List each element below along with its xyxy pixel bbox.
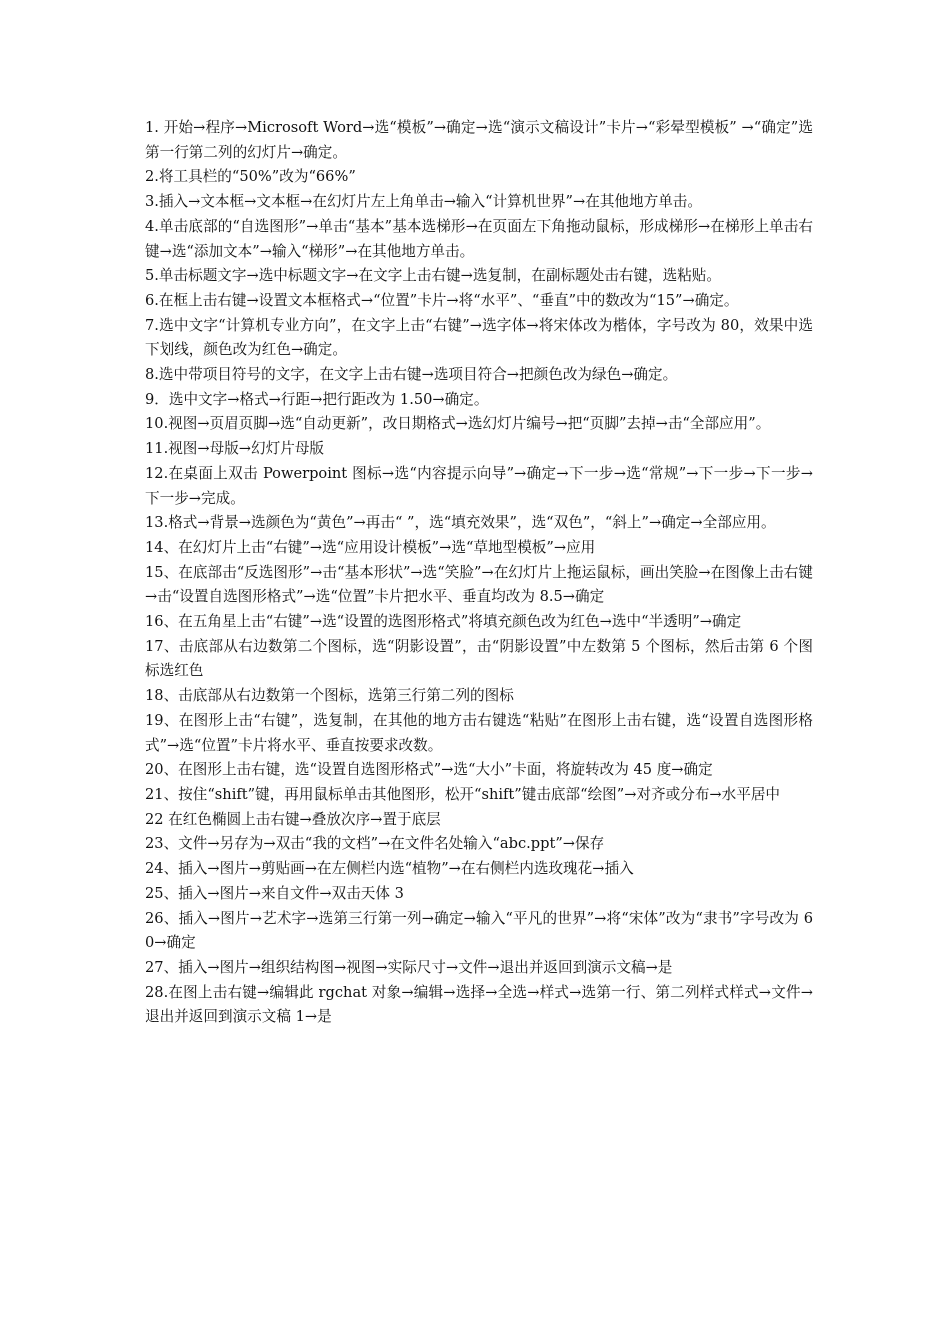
instruction-item-9: 9．选中文字→格式→行距→把行距改为 1.50→确定。 [145, 390, 489, 408]
instruction-item-7: 7.选中文字“计算机专业方向”，在文字上击“右键”→选字体→将宋体改为楷体，字号改为 80，效果中选下划线，颜色改为红色→确定。 [145, 316, 813, 359]
instruction-item-12: 12.在桌面上双击 Powerpoint 图标→选“内容提示向导”→确定→下一步→选“常规”→下一步→下一步→下一步→完成。 [145, 464, 813, 507]
instruction-item-25: 25、插入→图片→来自文件→双击天体 3 [145, 884, 404, 902]
instructions-text [145, 116, 813, 1030]
instruction-item-19: 19、在图形上击“右键”，选复制，在其他的地方击右键选“粘贴”在图形上击右键，选“设置自选图形格式”→选“位置”卡片将水平、垂直按要求改数。 [145, 711, 813, 754]
instruction-item-10: 10.视图→页眉页脚→选“自动更新”，改日期格式→选幻灯片编号→把“页脚”去掉→击“全部应用”。 [145, 415, 771, 433]
instruction-item-20: 20、在图形上击右键，选“设置自选图形格式”→选“大小”卡面，将旋转改为 45 度→确定 [145, 761, 713, 779]
instruction-item-15: 15、在底部击“反选图形”→击“基本形状”→选“笑脸”→在幻灯片上拖运鼠标，画出笑脸→在图像上击右键→击“设置自选图形格式”→选“位置”卡片把水平、垂直均改为 8.5→确定 [145, 563, 813, 606]
instruction-item-18: 18、击底部从右边数第一个图标，选第三行第二列的图标 [145, 687, 514, 705]
instruction-item-5: 5.单击标题文字→选中标题文字→在文字上击右键→选复制，在副标题处击右键，选粘贴。 [145, 267, 721, 285]
instruction-item-14: 14、在幻灯片上击“右键”→选“应用设计模板”→选“草地型模板”→应用 [145, 538, 596, 556]
instruction-item-27: 27、插入→图片→组织结构图→视图→实际尺寸→文件→退出并返回到演示文稿→是 [145, 958, 673, 976]
instruction-item-2: 2.将工具栏的“50%”改为“66%” [145, 168, 356, 186]
instruction-item-4: 4.单击底部的“自选图形”→单击“基本”基本选梯形→在页面左下角拖动鼠标，形成梯形→在梯形上单击右键→选“添加文本”→输入“梯形”→在其他地方单击。 [145, 217, 813, 260]
instruction-item-1: 1. 开始→程序→Microsoft Word→选“模板”→确定→选“演示文稿设计”卡片→“彩晕型模板” →“确定”选第一行第二列的幻灯片→确定。 [145, 119, 813, 161]
instruction-item-11: 11.视图→母版→幻灯片母版 [145, 440, 325, 458]
instruction-item-24: 24、插入→图片→剪贴画→在左侧栏内选“植物”→在右侧栏内选玫瑰花→插入 [145, 860, 634, 878]
instruction-item-28: 28.在图上击右键→编辑此 rgchat 对象→编辑→选择→全选→样式→选第一行、第二列样式样式→文件→退出并返回到演示文稿 1→是 [145, 983, 813, 1026]
instruction-item-16: 16、在五角星上击“右键”→选“设置的选图形格式”将填充颜色改为红色→选中“半透明”→确定 [145, 613, 742, 631]
instruction-item-21: 21、按住“shift”键，再用鼠标单击其他图形，松开“shift”键击底部“绘图”→对齐或分布→水平居中 [145, 785, 781, 803]
instruction-item-26: 26、插入→图片→艺术字→选第三行第一列→确定→输入“平凡的世界”→将“宋体”改为“隶书”字号改为 60→确定 [145, 909, 813, 952]
instruction-item-23: 23、文件→另存为→双击“我的文档”→在文件名处输入“abc.ppt”→保存 [145, 835, 605, 853]
instruction-item-22: 22 在红色椭圆上击右键→叠放次序→置于底层 [145, 810, 441, 828]
instruction-item-17: 17、击底部从右边数第二个图标，选“阴影设置”，击“阴影设置”中左数第 5 个图标，然后击第 6 个图标选红色 [145, 637, 813, 680]
instruction-item-6: 6.在框上击右键→设置文本框格式→“位置”卡片→将“水平”、“垂直”中的数改为“15”→确定。 [145, 291, 739, 309]
instruction-item-13: 13.格式→背景→选颜色为“黄色”→再击“ ”，选“填充效果”，选“双色”，“斜上”→确定→全部应用。 [145, 514, 776, 532]
instruction-item-3: 3.插入→文本框→文本框→在幻灯片左上角单击→输入“计算机世界”→在其他地方单击。 [145, 193, 702, 211]
instruction-item-8: 8.选中带项目符号的文字，在文字上击右键→选项目符合→把颜色改为绿色→确定。 [145, 366, 678, 384]
